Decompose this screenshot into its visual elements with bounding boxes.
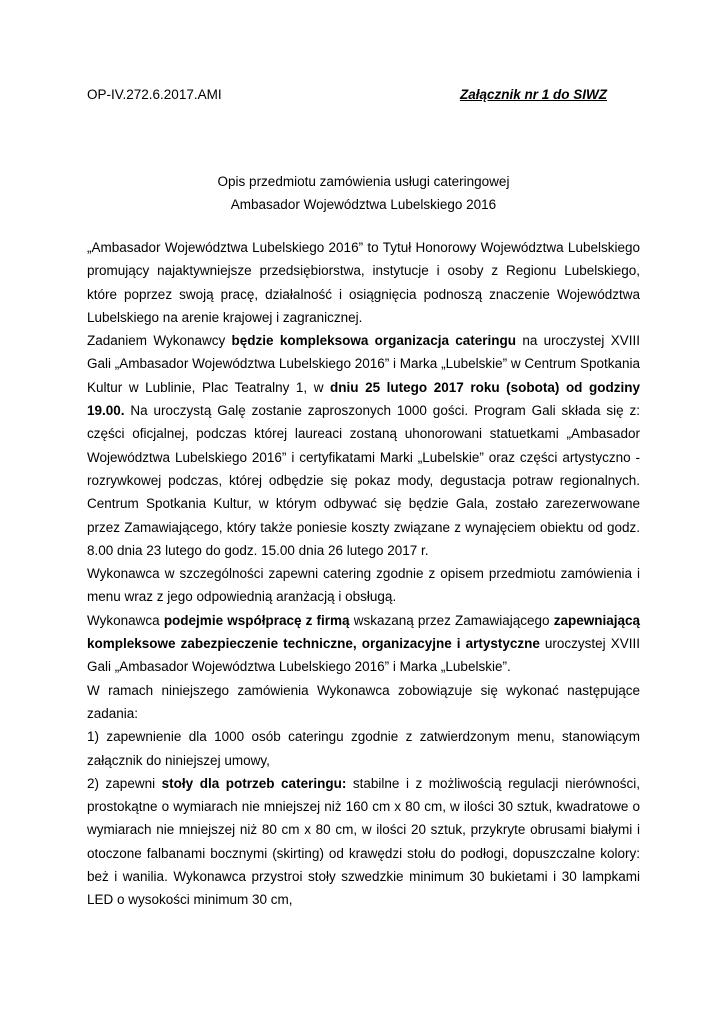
text-run: wskazaną przez Zamawiającego [349,612,554,628]
bold-run: stoły dla potrzeb cateringu: [161,775,347,791]
title-line-2: Ambasador Województwa Lubelskiego 2016 [230,197,497,212]
document-body [87,236,640,912]
paragraph-catering: Wykonawca w szczególności zapewni catering zgodnie z opisem przedmiotu zamówienia i menu wraz z jego odpowiednią aranżacją i obsługą. [87,566,640,605]
text-run: na uroczystej XVIII Gali „Ambasador Województwa Lubelskiego 2016” i Marka „Lubelskie” w Centrum Spotkania Kultur w Lublinie, Plac Teatralny 1, w [87,333,640,395]
annex-label: Załącznik nr 1 do SIWZ [459,87,607,102]
paragraph-cooperation [87,609,640,679]
title-line-1: Opis przedmiotu zamówienia usługi cateringowej [217,174,510,189]
reference-number: OP-IV.272.6.2017.AMI [87,87,222,102]
list-item-2 [87,772,640,912]
text-run: Na uroczystą Galę zostanie zaproszonych 1000 gości. Program Gali składa się z: części oficjalnej, podczas której laureaci zostaną uhonorowani statuetkami „Ambasador Województwa Lubelskiego 2016” i certyfikatami Marki „Lubelskie” oraz części artystyczno - rozrywkowej podczas, której odbędzie się pokaz mody, degustacja potraw regionalnych. Centrum Spotkania Kultur, w którym odbywać się będzie Gala, zostało zarezerwowane przez Zamawiającego, który także poniesie koszty związane z wynajęciem obiektu od godz. 8.00 dnia 23 lutego do godz. 15.00 dnia 26 lutego 2017 r. [87,403,640,558]
paragraph-intro: „Ambasador Województwa Lubelskiego 2016” to Tytuł Honorowy Województwa Lubelskiego promujący najaktywniejsze przedsiębiorstwa, instytucje i osoby z Regionu Lubelskiego, które poprzez swoją pracę, działalność i osiągnięcia podnoszą znaczenie Województwa Lubelskiego na arenie krajowej i zagranicznej. [87,240,640,325]
document-title [87,170,640,216]
text-run: Zadaniem Wykonawcy [87,333,232,349]
paragraph-scope: W ramach niniejszego zamówienia Wykonawca zobowiązuje się wykonać następujące zadania: [87,682,640,721]
bold-run: podejmie współpracę z firmą [163,612,350,628]
bold-run: dniu 25 lutego 2017 roku (sobota) od godziny 19.00. [87,379,640,419]
text-run: stabilne i z możliwością regulacji nierówności, prostokątne o wymiarach nie mniejszej niż 160 cm x 80 cm, w ilości 30 sztuk, kwadratowe o wymiarach nie mniejszej niż 80 cm x 80 cm, w ilości 20 sztuk, przykryte obrusami białymi i otoczone falbanami bocznymi (skirting) od krawędzi stołu do podłogi, dopuszczalne kolory: beż i wanilia. Wykonawca przystroi stoły szwedzkie minimum 30 bukietami i 30 lampkami LED o wysokości minimum 30 cm, [87,775,640,908]
paragraph-task [87,329,640,562]
list-item-1: 1) zapewnienie dla 1000 osób cateringu zgodnie z zatwierdzonym menu, stanowiącym załącznik do niniejszej umowy, [87,729,640,768]
text-run: Wykonawca [87,612,164,628]
text-run: uroczystej XVIII Gali „Ambasador Województwa Lubelskiego 2016” i Marka „Lubelskie”. [87,636,640,675]
text-run: 2) zapewni [87,775,162,791]
bold-run: będzie kompleksowa organizacja cateringu [231,333,517,349]
bold-run: zapewniającą kompleksowe zabezpieczenie techniczne, organizacyjne i artystyczne [87,612,641,652]
